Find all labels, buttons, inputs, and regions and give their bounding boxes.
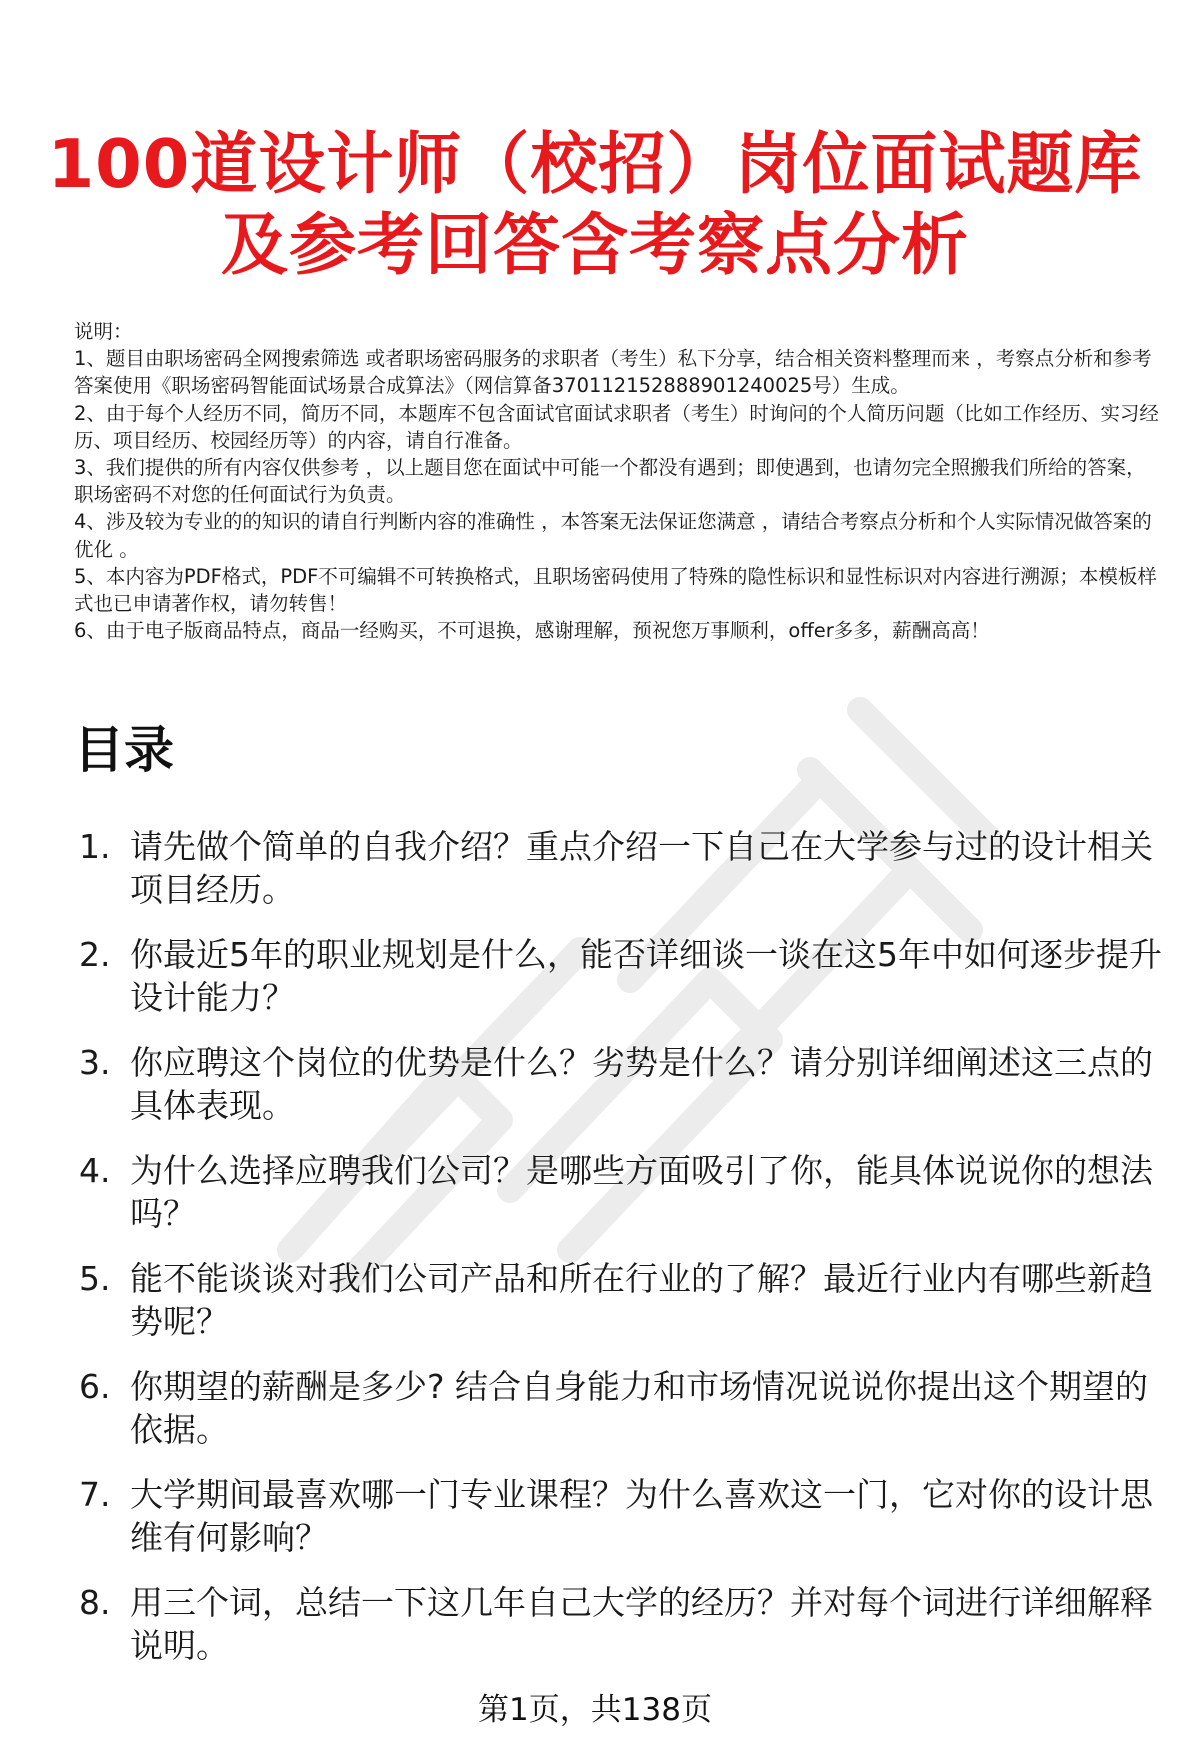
- toc-item-number: 3.: [79, 1043, 111, 1082]
- page-number-footer: 第1页，共138页: [478, 1692, 712, 1728]
- toc-heading: 目录: [74, 721, 174, 779]
- toc-list: [74, 825, 1164, 1689]
- toc-item-text: 能不能谈谈对我们公司产品和所在行业的了解？最近行业内有哪些新趋势呢？: [130, 1259, 1153, 1341]
- toc-item-number: 8.: [79, 1583, 111, 1622]
- toc-item-text: 用三个词，总结一下这几年自己大学的经历？并对每个词进行详细解释说明。: [130, 1583, 1153, 1665]
- toc-item-number: 6.: [79, 1367, 111, 1406]
- document-title-line-2: 及参考回答含考察点分析: [221, 206, 969, 284]
- notes-item-2: 2、由于每个人经历不同，简历不同，本题库不包含面试官面试求职者（考生）时询问的个人简历问题（比如工作经历、实习经历、项目经历、校园经历等）的内容，请自行准备。: [74, 401, 1159, 452]
- toc-item-number: 2.: [79, 935, 111, 974]
- toc-item-text: 你应聘这个岗位的优势是什么？劣势是什么？请分别详细阐述这三点的具体表现。: [130, 1043, 1153, 1125]
- toc-item[interactable]: [74, 933, 1164, 1041]
- toc-item-number: 1.: [79, 827, 111, 866]
- toc-item[interactable]: [74, 825, 1164, 933]
- toc-item[interactable]: [74, 1257, 1164, 1365]
- toc-item-number: 7.: [79, 1475, 111, 1514]
- toc-item-text: 你最近5年的职业规划是什么，能否详细谈一谈在这5年中如何逐步提升设计能力？: [130, 935, 1162, 1017]
- toc-item[interactable]: [74, 1581, 1164, 1689]
- notes-section: [74, 318, 1160, 644]
- notes-item-4: 4、涉及较为专业的的知识的请自行判断内容的准确性 ，本答案无法保证您满意 ，请结合考察点分析和个人实际情况做答案的优化 。: [74, 510, 1152, 561]
- toc-item-text: 你期望的薪酬是多少? 结合自身能力和市场情况说说你提出这个期望的依据。: [130, 1367, 1149, 1449]
- toc-item-number: 4.: [79, 1151, 111, 1190]
- toc-item[interactable]: [74, 1041, 1164, 1149]
- notes-item-6: 6、由于电子版商品特点，商品一经购买，不可退换，感谢理解，预祝您万事顺利，offer多多，薪酬高高！: [74, 619, 990, 643]
- notes-item-5: 5、本内容为PDF格式，PDF不可编辑不可转换格式，且职场密码使用了特殊的隐性标识和显性标识对内容进行溯源；本模板样式也已申请著作权，请勿转售！: [74, 564, 1157, 616]
- toc-item[interactable]: [74, 1149, 1164, 1257]
- toc-item-text: 大学期间最喜欢哪一门专业课程？为什么喜欢这一门，它对你的设计思维有何影响？: [130, 1475, 1153, 1557]
- toc-item-text: 为什么选择应聘我们公司？是哪些方面吸引了你，能具体说说你的想法吗？: [130, 1151, 1153, 1233]
- notes-heading: 说明：: [74, 320, 133, 343]
- notes-item-3: 3、我们提供的所有内容仅供参考 ，以上题目您在面试中可能一个都没有遇到；即使遇到，也请勿完全照搬我们所给的答案，职场密码不对您的任何面试行为负责。: [74, 456, 1146, 507]
- toc-item[interactable]: [74, 1365, 1164, 1473]
- toc-item-text: 请先做个简单的自我介绍？重点介绍一下自己在大学参与过的设计相关项目经历。: [130, 827, 1153, 909]
- toc-item[interactable]: [74, 1473, 1164, 1581]
- toc-item-number: 5.: [79, 1259, 111, 1298]
- notes-item-1: 1、题目由职场密码全网搜索筛选 或者职场密码服务的求职者（考生）私下分享，结合相关资料整理而来 ，考察点分析和参考答案使用《职场密码智能面试场景合成算法》（网信算备370112152888901240025号）生成。: [74, 347, 1152, 398]
- document-title-line-1: 100道设计师（校招）岗位面试题库: [47, 125, 1143, 203]
